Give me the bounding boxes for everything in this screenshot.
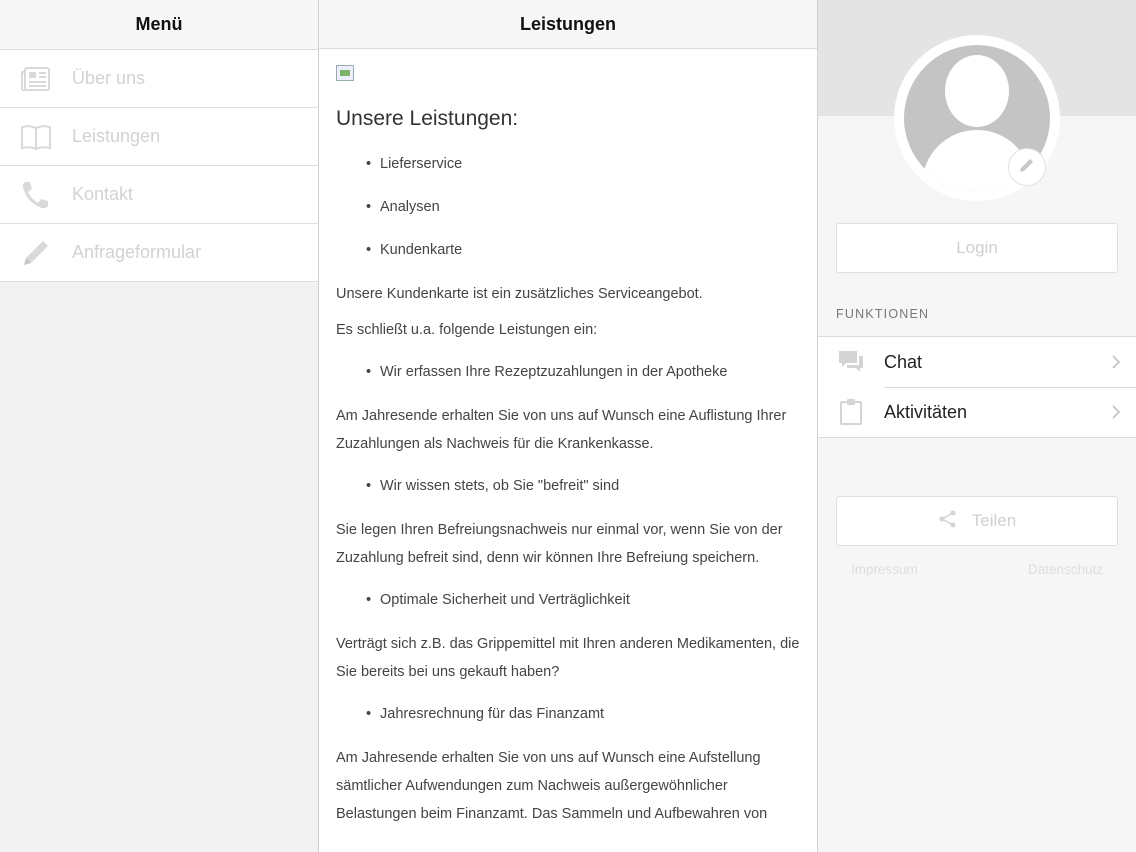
- function-item-chat[interactable]: [818, 337, 1136, 387]
- list-item: • Analysen: [366, 186, 800, 229]
- pencil-icon: [0, 224, 72, 282]
- share-label: Teilen: [971, 511, 1017, 530]
- content-body: [319, 49, 817, 828]
- content-panel: [318, 0, 818, 852]
- newspaper-icon: [0, 50, 72, 108]
- paragraph: Unsere Kundenkarte ist ein zusätzliches Serviceangebot.: [336, 286, 703, 302]
- paragraph: Verträgt sich z.B. das Grippemittel mit Ihren anderen Medikamenten, die Sie bereits bei uns gekauft haben?: [336, 636, 800, 680]
- menu-item-label: Kontakt: [72, 184, 134, 204]
- pencil-icon: [1018, 156, 1036, 179]
- paragraph: Am Jahresende erhalten Sie von uns auf Wunsch eine Aufstellung sämtlicher Aufwendungen zum Nachweis außergewöhnlicher Belastungen beim Finanzamt. Das Sammeln und Aufbewahren von: [336, 750, 768, 822]
- list-item: • Wir wissen stets, ob Sie "befreit" sind: [366, 465, 800, 508]
- menu-panel: [0, 0, 318, 852]
- list-item: • Optimale Sicherheit und Verträglichkeit: [366, 579, 800, 622]
- functions-list: [818, 336, 1136, 438]
- menu-item-leistungen[interactable]: [0, 108, 318, 166]
- menu-item-kontakt[interactable]: [0, 166, 318, 224]
- avatar-head: [945, 55, 1009, 127]
- section-title: FUNKTIONEN: [836, 307, 930, 321]
- clipboard-icon: [818, 398, 884, 426]
- bullet-list: [336, 351, 800, 394]
- share-button[interactable]: [836, 496, 1118, 546]
- menu-item-label: Anfrageformular: [72, 242, 202, 262]
- list-item: • Jahresrechnung für das Finanzamt: [366, 693, 800, 736]
- list-item: • Wir erfassen Ihre Rezeptzuzahlungen in der Apotheke: [366, 351, 800, 394]
- menu-title: Menü: [0, 0, 318, 50]
- services-list: [336, 143, 800, 272]
- profile-panel: [818, 0, 1136, 852]
- footer-links: [818, 562, 1136, 577]
- edit-avatar-button[interactable]: [1008, 148, 1046, 186]
- list-item: • Kundenkarte: [366, 229, 800, 272]
- phone-icon: [0, 166, 72, 224]
- login-button[interactable]: Login: [836, 223, 1118, 273]
- book-icon: [0, 108, 72, 166]
- bullet-list: [336, 579, 800, 622]
- broken-image-icon: [336, 65, 354, 81]
- menu-item-ueber-uns[interactable]: [0, 50, 318, 108]
- paragraph: Am Jahresende erhalten Sie von uns auf Wunsch eine Auflistung Ihrer Zuzahlungen als Nachweis für die Krankenkasse.: [336, 408, 787, 452]
- page-title: Leistungen: [319, 0, 817, 49]
- datenschutz-link[interactable]: Datenschutz: [1027, 562, 1103, 577]
- share-icon: [938, 509, 958, 534]
- paragraph: Es schließt u.a. folgende Leistungen ein:: [336, 322, 598, 338]
- bullet-list: [336, 465, 800, 508]
- content-heading: Unsere Leistungen:: [336, 107, 519, 130]
- menu-item-label: Über uns: [72, 68, 146, 88]
- impressum-link[interactable]: Impressum: [851, 562, 918, 577]
- function-label: Aktivitäten: [884, 401, 968, 422]
- list-item: • Lieferservice: [366, 143, 800, 186]
- menu-item-label: Leistungen: [72, 126, 161, 146]
- chevron-right-icon: [1096, 404, 1136, 420]
- function-item-aktivitaeten[interactable]: [818, 387, 1136, 437]
- paragraph: Sie legen Ihren Befreiungsnachweis nur einmal vor, wenn Sie von der Zuzahlung befreit sind, denn wir können Ihre Befreiung speichern.: [336, 522, 783, 566]
- function-label: Chat: [884, 351, 923, 372]
- bullet-list: [336, 693, 800, 736]
- menu-item-anfrageformular[interactable]: [0, 224, 318, 282]
- chevron-right-icon: [1096, 354, 1136, 370]
- chat-icon: [818, 349, 884, 375]
